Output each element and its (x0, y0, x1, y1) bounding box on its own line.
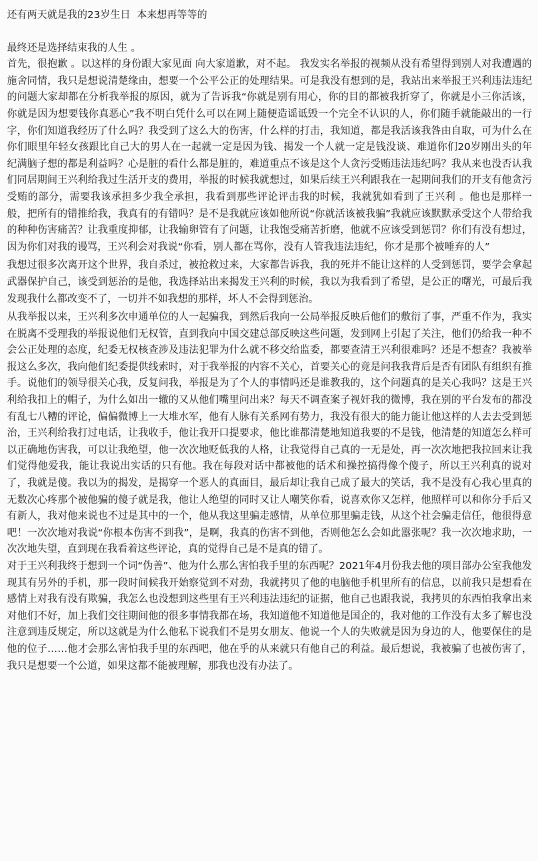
paragraph-despair: 我想过很多次离开这个世界，我自杀过，被抢救过来，大家都告诉我，我的死并不能让这样的人受到惩罚，要学会拿起武器保护自己，该受到惩治的是他，我选择站出来揭发王兴利的时候，我以为我看到了希望，是公正的曙光，可最后我发现我什么都改变不了，一切并不如我想的那样，坏人不会得到惩治。 (7, 260, 532, 305)
spacer (7, 25, 532, 41)
paragraph-report-history: 从我举报以来，王兴利多次申通单位的人一起骗我，到然后我向一公局举报反映后他们的敷衍了事，严重不作为，我实在脱离不受理我的举报说他们无权管，直到我向中国交建总部反映这些问题，发到网上引起了关注，他们仍给我一种不会公正处理的态度，纪委无权核查涉及违法犯罪为什么就不移交给监委，都要查清王兴利很难吗？还是不想查？我被举报这么多次，我向他们纪委提供线索时，对于我举报的内容不关心，首要关心的竟是问我我背后是否有团队有组织有推手。说他们的领导很关心我，反复问我，举报是为了个人的事情吗还是谁教我的，这个问题真的是关心我吗？这是王兴利给我扣上的帽子，为什么如出一辙的又从他们嘴里问出来？每天不调查案子视奸我的微博，我在别的平台发布的都没有乱七八糟的评论，偏偏微博上一大堆水军，他有人脉有关系网有势力，我没有很大的能力能让他这样的人去去受到惩治，王兴利给我打过电话，让我收手，他让我开口提要求，他比谁都清楚地知道我要的不是钱，他清楚的知道怎么样可以正确地伤害我，可以让我绝望，他一次次地贬低我的人格，让我觉得自己真的一无是处，再一次次地把我拉回来让我们觉得他爱我，能让我说出实话的只有他。我在每段对话中都被他的话术和操控搞得像个傻子，所以王兴利真的说对了，我就是傻。我以为的揭发，是揭穿一个恶人的真面目，最后却让我自己成了最大的笑话，我不是没有心我心里真的无数次心疼那个被他骗的傻子就是我，他让人绝望的同时又让人嘲笑你看，说喜欢你又怎样，他照样可以和你分手后又有新人，我对他来说也不过是其中的一个，他从我这里骗走感情，从单位那里骗走钱，从这个社会骗走信任，他很得意吧！一次次地对我说“你根本伤害不到我”，是啊，我真的伤害不到他，否则他怎么会如此嚣张呢？我一次次地求助，一次次地失望，直到现在我看着这些评论，真的觉得自己是不是真的错了。 (7, 312, 532, 556)
paragraph-apology: 首先，很抱歉 。以这样的身份跟大家见面 向大家道歉，对不起。 我发实名举报的视频从没有希望得到别人对我遭遇的施舍同情，我只是想说清楚缘由，想要一个公平公正的处理结果。可是我没有想到的是，我站出来举报王兴利违法违纪的问题大家却都在分析我举报的原因，就为了告诉我“你就是别有用心，你的目的都被我折穿了，你就是小三你活该，你就是因为想要钱你真恶心”我不明白凭什么可以在网上随便造谣诋毁一个完全不认识的人，你们随手就能敲出的一行字，你们知道我经历了什么吗？我受到了这么大的伤害，什么样的打击，我知道，都是我活该我咎由自取，可为什么在你们眼里年轻女孩跟比自己大的男人在一起就一定是因为钱、揭发一个人就一定是钱没谈、难道你们20岁刚出头的年纪满脑子想的都是利益吗？心是脏的看什么都是脏的，难道重点不该是这个人贪污受贿违法违纪吗？我从来也没否认我们同居期间王兴利给我过生活开支的费用，举报的时候我就想过，如果后续王兴利跟我在一起期间我们的开支有他贪污受贿的部分，需要我该承担多少我全承担，我看到那些评论评击我的时候，我就犹如看到了王兴利 。他也是那样一般，把所有的错推给我，我真有的有错吗？是不是我就应该如他所说“你就活该被我骗”我就应该默默承受这个人带给我的种种伤害痛苦？让我重度抑郁，让我输卵管有了问题，让我饱受痛苦折磨，他就不应该受到惩罚？你们有没有想过，因为你们对我的谩骂，王兴利会对我说“你看，别人都在骂你，没有人管我违法违纪，你才是那个被唾弃的人” (7, 59, 532, 253)
opening-line: 还有两天就是我的23岁生日 本来想再等等的 (7, 10, 208, 21)
decision-line: 最终还是选择结束我的人生 。 (7, 42, 141, 54)
paragraph-evidence: 对于王兴利我终于想到一个词“伪善”、他为什么那么害怕我手里的东西呢？2021年4月份我去他的项目部办公室我他发现其有另外的手机，那一段时间候我开始察觉到不对劲，我就拷贝了他的电脑他手机里所有的信息，以前我只是想看在感情上对我有没有欺骗，我怎么也没想到这些里有王兴利违法违纪的证据，他自己也跟我说，我拷贝的东西怕我拿出来对他们不好，加上我们交往期间他的很多事情我都在场，我知道他不知道他是国企的，我对他的工作没有太多了解也没注意到违反规定，所以这就是为什么他私下说我们不是男女朋友、他说一个人的失败就是因为身边的人，他要保住的是他的位子……他才会那么害怕我手里的东西吧，他在乎的从来就只有他自己的利益。最后想说，我被骗了也被伤害了，我只是想要一个公道，如果这都不能被理解，那我也没有办法了。 (7, 561, 532, 672)
